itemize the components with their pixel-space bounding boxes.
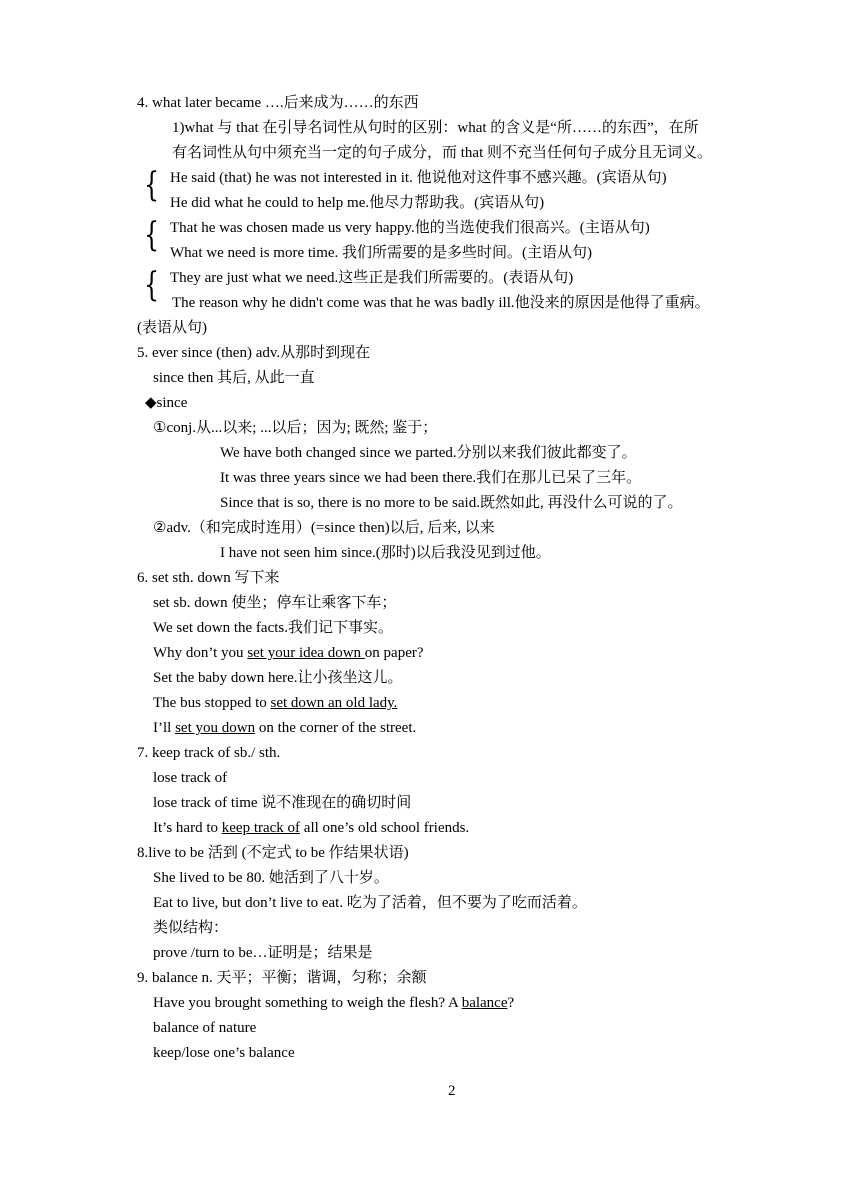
text-segment: on paper? [364, 645, 424, 661]
text-line [153, 768, 227, 788]
text-line [137, 968, 427, 988]
text-line [153, 693, 397, 713]
text-segment: We have both changed since we parted.分别以来我们彼此都变了。 [220, 445, 637, 461]
text-line [220, 543, 551, 563]
underlined-text: balance [461, 995, 508, 1011]
text-line [153, 518, 495, 538]
text-segment: That he was chosen made us very happy.他的当选使我们很高兴。(主语从句) [170, 220, 650, 236]
text-line [170, 268, 573, 288]
text-segment: They are just what we need.这些正是我们所需要的。(表语从句) [170, 270, 574, 286]
text-line [172, 118, 699, 138]
text-line [153, 893, 587, 913]
text-line [170, 243, 592, 263]
text-segment: I’ll [153, 720, 176, 736]
text-segment: lose track of time 说不准现在的确切时间 [153, 795, 412, 811]
underlined-text: set your idea down [247, 645, 365, 661]
brace-subject-clauses: { [144, 215, 160, 255]
text-segment: all one’s old school friends. [300, 820, 470, 836]
text-line [137, 318, 207, 338]
text-segment: The bus stopped to [153, 695, 271, 711]
text-segment: 类似结构： [153, 920, 229, 936]
text-line [137, 843, 409, 863]
text-line [153, 943, 373, 963]
text-line [172, 143, 712, 163]
text-line [153, 618, 393, 638]
text-line [153, 668, 403, 688]
text-segment: keep/lose one’s balance [153, 1045, 295, 1061]
text-line [137, 343, 370, 363]
text-line [153, 368, 315, 388]
text-line [220, 443, 637, 463]
text-line [153, 868, 389, 888]
text-segment: 8.live to be 活到 (不定式 to be 作结果状语) [137, 845, 409, 861]
text-segment: What we need is more time. 我们所需要的是多些时间。(主语从句) [170, 245, 593, 261]
text-line [137, 743, 280, 763]
text-segment: Have you brought something to weigh the flesh? A [153, 995, 462, 1011]
text-segment: I have not seen him since.(那时)以后我没见到过他。 [220, 545, 551, 561]
text-line [153, 718, 416, 738]
text-line [137, 568, 280, 588]
underlined-text: set you down [175, 720, 256, 736]
text-segment: lose track of [153, 770, 228, 786]
text-line [153, 1018, 256, 1038]
text-line [172, 293, 710, 313]
text-line [220, 468, 641, 488]
text-line [145, 393, 187, 413]
text-line [153, 918, 228, 938]
underlined-text: set down an old lady. [270, 695, 398, 711]
text-segment: He did what he could to help me.他尽力帮助我。(宾语从句) [170, 195, 545, 211]
page-number: 2 [448, 1083, 456, 1099]
text-segment: ◆since [145, 395, 188, 411]
text-segment: set sb. down 使坐；停车让乘客下车； [153, 595, 397, 611]
text-segment: since then 其后, 从此一直 [153, 370, 315, 386]
text-line [153, 793, 411, 813]
text-line [220, 493, 682, 513]
text-segment: Eat to live, but don’t live to eat. 吃为了活着，但不要为了吃而活着。 [153, 895, 587, 911]
text-segment: 4. what later became ….后来成为……的东西 [137, 95, 419, 111]
text-segment: Since that is so, there is no more to be said.既然如此, 再没什么可说的了。 [220, 495, 683, 511]
text-line [153, 818, 469, 838]
text-line [153, 993, 514, 1013]
text-segment: 9. balance n. 天平；平衡；谐调，匀称；余额 [137, 970, 427, 986]
text-line [153, 418, 437, 438]
text-line [153, 643, 424, 663]
text-segment: We set down the facts.我们记下事实。 [153, 620, 394, 636]
text-segment: ②adv.（和完成时连用）(=since then)以后, 后来, 以来 [153, 520, 495, 536]
text-segment: (表语从句) [137, 320, 207, 336]
text-segment: 1)what 与 that 在引导名词性从句时的区别：what 的含义是“所……的东西”，在所 [172, 120, 699, 136]
underlined-text: keep track of [221, 820, 301, 836]
text-segment: Why don’t you [153, 645, 248, 661]
text-line [170, 193, 544, 213]
text-segment: Set the baby down here.让小孩坐这儿。 [153, 670, 403, 686]
text-segment: 6. set sth. down 写下来 [137, 570, 280, 586]
text-segment: ? [507, 995, 515, 1011]
text-segment: ①conj.从...以来; ...以后；因为; 既然; 鉴于； [153, 420, 438, 436]
text-segment: 5. ever since (then) adv.从那时到现在 [137, 345, 371, 361]
brace-predicative-clauses: { [144, 265, 160, 305]
brace-object-clauses: { [144, 165, 160, 205]
text-segment: balance of nature [153, 1020, 257, 1036]
text-segment: He said (that) he was not interested in it. 他说他对这件事不感兴趣。(宾语从句) [170, 170, 667, 186]
text-line [170, 168, 667, 188]
text-line [153, 1043, 295, 1063]
text-segment: It’s hard to [153, 820, 222, 836]
text-line [170, 218, 650, 238]
text-line [137, 93, 419, 113]
text-segment: 有名词性从句中须充当一定的句子成分，而 that 则不充当任何句子成分且无词义。 [172, 145, 712, 161]
text-segment: The reason why he didn't come was that he was badly ill.他没来的原因是他得了重病。 [172, 295, 710, 311]
text-segment: It was three years since we had been there.我们在那儿已呆了三年。 [220, 470, 642, 486]
text-segment: on the corner of the street. [255, 720, 417, 736]
text-segment: prove /turn to be…证明是；结果是 [153, 945, 373, 961]
text-segment: She lived to be 80. 她活到了八十岁。 [153, 870, 389, 886]
text-line [153, 593, 396, 613]
text-segment: 7. keep track of sb./ sth. [137, 745, 281, 761]
